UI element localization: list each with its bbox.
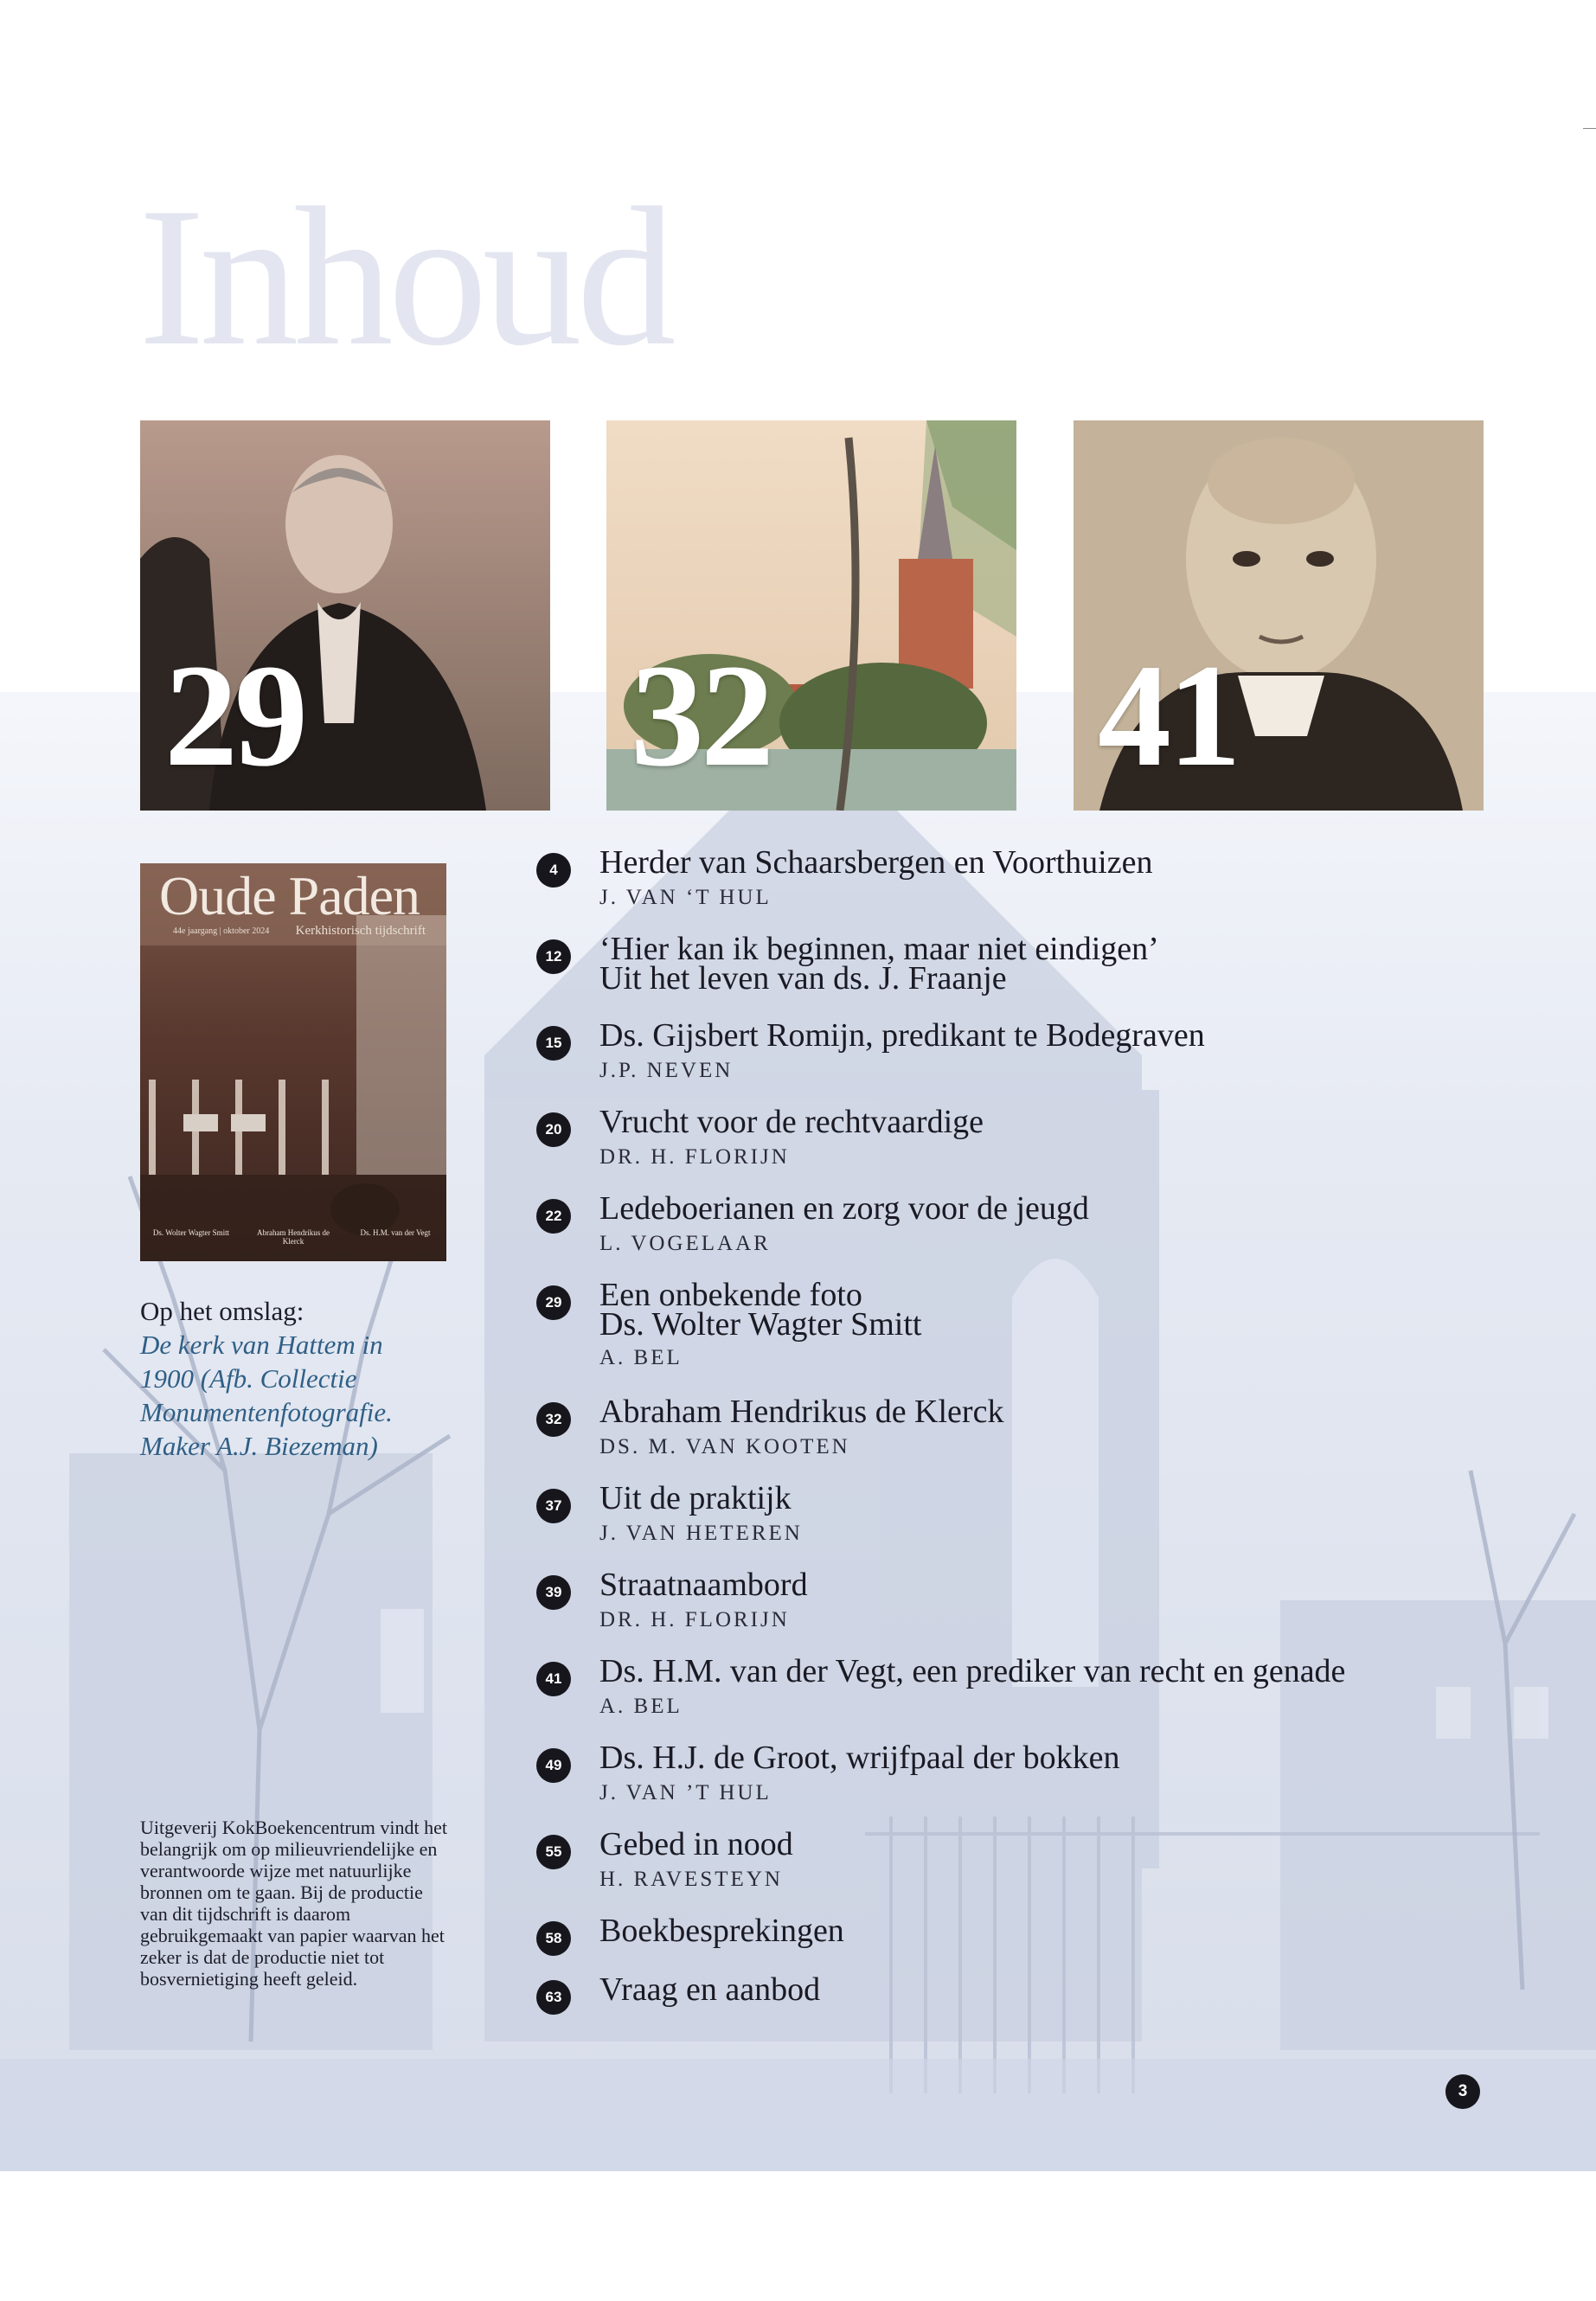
toc-author: DR. H. FLORIJN <box>599 1608 790 1631</box>
toc-author: J. VAN ‘T HUL <box>599 886 772 909</box>
toc-page-badge: 4 <box>536 853 571 888</box>
toc-author: J.P. NEVEN <box>599 1059 734 1082</box>
toc-title: Ds. H.J. de Groot, wrijfpaal der bokken <box>599 1740 1120 1776</box>
toc-page-badge: 41 <box>536 1662 571 1696</box>
cover-subtitle: Kerkhistorisch tijdschrift <box>295 924 426 938</box>
toc-page-badge: 32 <box>536 1402 571 1437</box>
toc-author: A. BEL <box>599 1346 683 1369</box>
toc-author: DS. M. VAN KOOTEN <box>599 1435 850 1458</box>
caption-label: Op het omslag: <box>140 1296 304 1326</box>
cover-name: Ds. Wolter Wagter Smitt <box>152 1228 230 1237</box>
toc-title: Ds. Gijsbert Romijn, predikant te Bodegraven <box>599 1017 1205 1054</box>
page-number-badge: 3 <box>1445 2074 1480 2109</box>
toc-author: J. VAN ’T HUL <box>599 1781 772 1804</box>
toc-page-badge: 29 <box>536 1285 571 1320</box>
photo-page-number: 29 <box>164 634 304 797</box>
magazine-cover <box>140 863 446 1261</box>
toc-page-badge: 20 <box>536 1112 571 1147</box>
toc-title: Abraham Hendrikus de Klerck <box>599 1394 1004 1430</box>
toc-page-badge: 58 <box>536 1921 571 1956</box>
toc-author: DR. H. FLORIJN <box>599 1145 790 1169</box>
photo-portrait-van-der-vegt <box>1074 420 1484 811</box>
toc-title: Straatnaambord <box>599 1567 808 1603</box>
toc-title: Uit de praktijk <box>599 1480 792 1516</box>
toc-author: J. VAN HETEREN <box>599 1522 803 1545</box>
toc-title: ‘Hier kan ik beginnen, maar niet eindigen’ Uit het leven van ds. J. Fraanje <box>599 931 1159 997</box>
page-title: Inhoud <box>138 166 671 387</box>
toc-page-badge: 55 <box>536 1835 571 1869</box>
toc-page-badge: 49 <box>536 1748 571 1783</box>
cover-name: Ds. H.M. van der Vegt <box>360 1228 431 1237</box>
cover-caption <box>140 1294 434 1463</box>
toc-author: H. RAVESTEYN <box>599 1868 783 1891</box>
toc-title: Boekbesprekingen <box>599 1913 844 1949</box>
photo-page-number: 32 <box>631 634 771 797</box>
cover-name: Abraham Hendrikus de Klerck <box>257 1228 330 1246</box>
toc-title: Gebed in nood <box>599 1826 793 1862</box>
toc-page-badge: 22 <box>536 1199 571 1234</box>
toc-title: Een onbekende foto Ds. Wolter Wagter Smitt <box>599 1277 922 1343</box>
cover-names <box>140 1228 446 1246</box>
toc-page-badge: 37 <box>536 1489 571 1523</box>
toc-title: Vraag en aanbod <box>599 1971 821 2008</box>
cover-date: 44e jaargang | oktober 2024 <box>173 926 270 936</box>
toc-author: L. VOGELAAR <box>599 1232 771 1255</box>
crop-mark <box>1583 128 1596 129</box>
toc-page-badge: 63 <box>536 1980 571 2015</box>
photo-page-number: 41 <box>1098 634 1238 797</box>
toc-author: A. BEL <box>599 1695 683 1718</box>
caption-text: De kerk van Hattem in 1900 (Afb. Collectie Monumentenfotografie. Maker A.J. Biezeman) <box>140 1330 393 1461</box>
toc-title: Herder van Schaarsbergen en Voorthuizen <box>599 844 1153 881</box>
toc-page-badge: 15 <box>536 1026 571 1061</box>
toc-page-badge: 39 <box>536 1575 571 1610</box>
photo-portrait-smitt <box>140 420 550 811</box>
toc-title: Ledeboerianen en zorg voor de jeugd <box>599 1190 1089 1227</box>
toc-title: Vrucht voor de rechtvaardige <box>599 1104 984 1140</box>
cover-title: Oude Paden <box>159 865 420 926</box>
photo-village-church <box>606 420 1016 811</box>
toc-title: Ds. H.M. van der Vegt, een prediker van recht en genade <box>599 1653 1346 1689</box>
publisher-notice: Uitgeverij KokBoekencentrum vindt het belangrijk om op milieuvriendelijke en verantwoorde wijze met natuurlijke bronnen om te gaan. Bij de productie van dit tijdschrift is daarom gebruikgemaakt van papier waarvan het zeker is dat de productie niet tot bosvernietiging heeft geleid. <box>140 1817 447 1990</box>
toc-page-badge: 12 <box>536 939 571 974</box>
